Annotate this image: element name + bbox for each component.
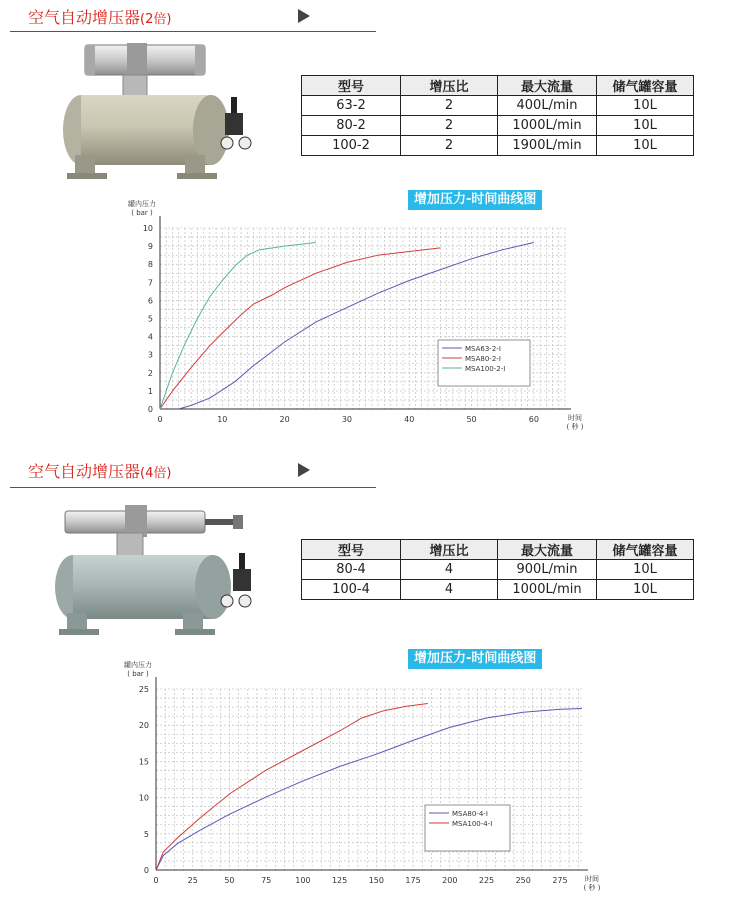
y-axis-unit: ( bar ) [131, 209, 153, 217]
header-ratio: 增压比 [401, 76, 498, 96]
product-image-2x [45, 35, 275, 190]
table-row [302, 96, 694, 116]
product-image-4x [45, 497, 275, 642]
spec-table-2x [301, 75, 694, 156]
y-tick-label: 3 [147, 350, 153, 360]
y-tick-label: 0 [143, 866, 149, 875]
x-tick-label: 250 [515, 876, 531, 885]
x-tick-label: 0 [157, 415, 163, 424]
header-model: 型号 [302, 76, 401, 96]
cell-ratio: 4 [401, 560, 498, 580]
y-tick-label: 7 [147, 278, 153, 288]
x-tick-label: 60 [528, 415, 539, 424]
y-tick-label: 2 [147, 368, 153, 378]
section2-rule [10, 487, 376, 488]
y-tick-label: 8 [147, 260, 153, 270]
cell-model: 100-2 [302, 136, 401, 156]
x-tick-label: 20 [279, 415, 290, 424]
x-tick-label: 50 [466, 415, 477, 424]
cell-model: 80-2 [302, 116, 401, 136]
cell-model: 100-4 [302, 580, 401, 600]
y-axis-label: 罐内压力 [124, 661, 152, 669]
y-tick-label: 15 [138, 757, 149, 767]
y-tick-label: 10 [138, 793, 149, 803]
play-arrow-icon [298, 9, 310, 23]
chart-pressure-time-4x [112, 655, 601, 900]
series-line-msa100-2-i [160, 243, 316, 410]
y-tick-label: 6 [147, 296, 153, 306]
x-tick-label: 175 [405, 876, 421, 885]
x-tick-label: 200 [442, 876, 458, 885]
chart-pressure-time-2x [120, 195, 590, 440]
cell-tank: 10L [597, 116, 694, 136]
x-tick-label: 25 [187, 876, 198, 885]
cell-tank: 10L [597, 96, 694, 116]
cell-flow: 1000L/min [498, 580, 597, 600]
y-tick-label: 4 [147, 332, 153, 342]
header-flow: 最大流量 [498, 76, 597, 96]
x-tick-label: 75 [261, 876, 272, 885]
section1-rule [10, 31, 376, 32]
x-tick-label: 100 [295, 876, 311, 885]
section1-title-main: 空气自动增压器 [28, 8, 141, 27]
y-tick-label: 25 [138, 685, 149, 694]
legend-label: MSA80-2-I [465, 355, 501, 363]
x-tick-label: 125 [331, 876, 348, 885]
series-line-msa80-4-i [156, 709, 582, 871]
x-tick-label: 275 [552, 876, 568, 885]
cell-flow: 1900L/min [498, 136, 597, 156]
x-tick-label: 0 [153, 876, 159, 885]
cell-ratio: 2 [401, 136, 498, 156]
x-axis-label: 时间 [568, 414, 582, 422]
x-tick-label: 150 [368, 876, 384, 885]
y-tick-label: 5 [147, 314, 153, 324]
header-ratio: 增压比 [401, 540, 498, 560]
cell-ratio: 2 [401, 116, 498, 136]
cell-flow: 1000L/min [498, 116, 597, 136]
legend-label: MSA100-2-I [465, 365, 506, 373]
y-axis-unit: ( bar ) [127, 670, 149, 678]
x-axis-label: 时间 [585, 875, 599, 883]
y-tick-label: 1 [147, 386, 153, 396]
legend-label: MSA100-4-I [452, 820, 493, 828]
table-row [302, 136, 694, 156]
y-tick-label: 5 [143, 829, 149, 839]
play-arrow-icon [298, 463, 310, 477]
table-header-row [302, 540, 694, 560]
series-line-msa100-4-i [156, 704, 428, 871]
header-model: 型号 [302, 540, 401, 560]
x-axis-unit: ( 秒 ) [583, 884, 601, 892]
legend-label: MSA63-2-I [465, 345, 501, 353]
y-tick-label: 20 [138, 721, 149, 731]
cell-tank: 10L [597, 560, 694, 580]
chart2-title: 增加压力-时间曲线图 [408, 649, 542, 669]
cell-ratio: 2 [401, 96, 498, 116]
cell-flow: 900L/min [498, 560, 597, 580]
cell-model: 80-4 [302, 560, 401, 580]
x-tick-label: 50 [224, 876, 235, 885]
cell-model: 63-2 [302, 96, 401, 116]
y-axis-label: 罐内压力 [128, 200, 156, 208]
section1-title [28, 5, 171, 28]
x-tick-label: 10 [217, 415, 228, 424]
x-tick-label: 40 [404, 415, 415, 424]
section2-title-main: 空气自动增压器 [28, 462, 141, 481]
x-tick-label: 30 [341, 415, 353, 424]
section1-title-suffix: (2倍) [140, 12, 172, 27]
section2-title-suffix: (4倍) [140, 466, 172, 481]
y-tick-label: 10 [142, 224, 153, 233]
table-header-row [302, 76, 694, 96]
y-tick-label: 0 [147, 405, 153, 414]
x-tick-label: 225 [478, 876, 495, 885]
x-axis-unit: ( 秒 ) [566, 423, 584, 431]
table-row [302, 580, 694, 600]
cell-tank: 10L [597, 136, 694, 156]
spec-table-4x [301, 539, 694, 600]
header-tank: 储气罐容量 [597, 540, 694, 560]
header-flow: 最大流量 [498, 540, 597, 560]
cell-ratio: 4 [401, 580, 498, 600]
section2-title [28, 459, 171, 482]
table-row [302, 116, 694, 136]
chart1-title: 增加压力-时间曲线图 [408, 190, 542, 210]
series-line-msa80-2-i [160, 248, 440, 409]
header-tank: 储气罐容量 [597, 76, 694, 96]
legend-label: MSA80-4-I [452, 810, 488, 818]
cell-tank: 10L [597, 580, 694, 600]
cell-flow: 400L/min [498, 96, 597, 116]
y-tick-label: 9 [147, 242, 153, 252]
table-row [302, 560, 694, 580]
